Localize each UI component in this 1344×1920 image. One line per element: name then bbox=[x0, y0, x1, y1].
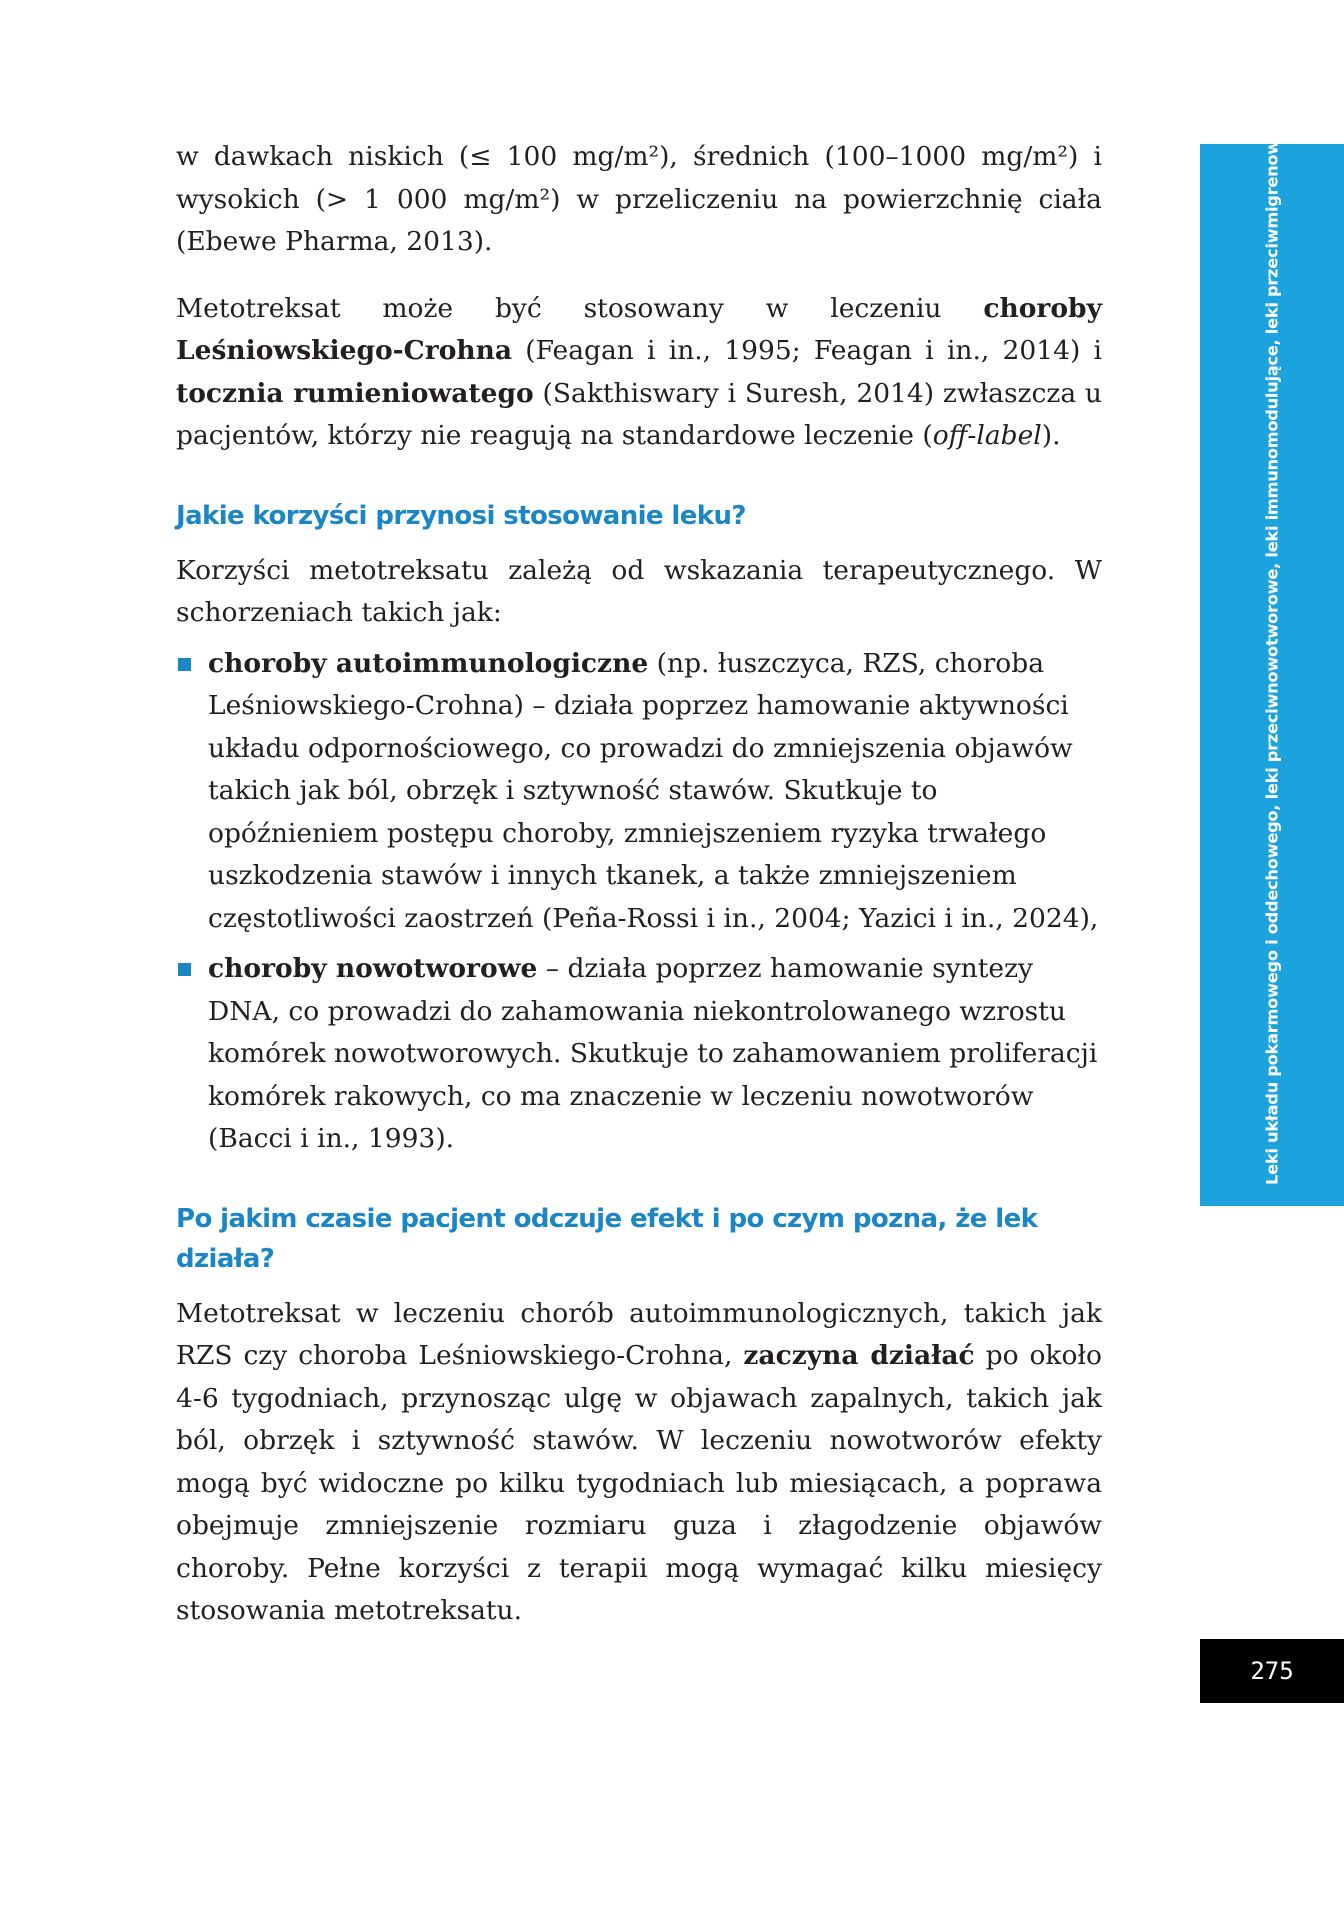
paragraph-indications bbox=[176, 288, 1102, 458]
section-heading-benefits: Jakie korzyści przynosi stosowanie leku? bbox=[176, 500, 746, 531]
bold-term-lupus: tocznia rumieniowatego bbox=[176, 377, 534, 409]
square-bullet-icon bbox=[178, 963, 191, 976]
list-item bbox=[176, 643, 1102, 941]
chapter-side-label: Leki układu pokarmowego i oddechowego, leki przeciwnowotworowe, leki immunomodulujące, leki przeciwmigrenowe bbox=[1262, 129, 1282, 1185]
chapter-side-tab bbox=[1200, 129, 1344, 1206]
text-run: po około 4-6 tygodniach, przynosząc ulgę w objawach zapalnych, takich jak ból, obrzęk i sztywność stawów. W leczeniu nowotworów efekty mogą być widoczne po kilku tygodniach lub miesiącach, a poprawa obejmuje zmniejszenie rozmiaru guza i złagodzenie objawów choroby. Pełne korzyści z terapii mogą wymagać kilku miesięcy stosowania metotreksatu. bbox=[176, 1340, 1102, 1626]
section-heading-effect-time: Po jakim czasie pacjent odczuje efekt i po czym pozna, że lek działa? bbox=[176, 1203, 1038, 1274]
text-run: Metotreksat w leczeniu chorób autoimmunologicznych, takich jak RZS czy choroba Leśniowskiego-Crohna, bbox=[176, 1297, 1102, 1371]
text-run: (Feagan i in., 1995; Feagan i in., 2014) i bbox=[512, 335, 1102, 366]
benefits-list bbox=[176, 643, 1102, 1161]
paragraph-effect-time bbox=[176, 1293, 1102, 1633]
paragraph-dosage: w dawkach niskich (≤ 100 mg/m²), średnich (100–1000 mg/m²) i wysokich (> 1 000 mg/m²) w przeliczeniu na powierzchnię ciała (Ebewe Pharma, 2013). bbox=[176, 141, 1102, 257]
list-item-text: – działa poprzez hamowanie syntezy DNA, co prowadzi do zahamowania niekontrolowanego wzrostu komórek nowotworowych. Skutkuje to zahamowaniem proliferacji komórek rakowych, co ma znaczenie w leczeniu nowotworów (Bacci i in., 1993). bbox=[208, 953, 1098, 1154]
text-run: (Sakthiswary i Suresh, 2014) zwłaszcza u pacjentów, którzy nie reagują na standardowe leczenie ( bbox=[176, 377, 1102, 451]
page-number: 275 bbox=[1250, 1657, 1294, 1685]
list-item-bold: choroby nowotworowe bbox=[208, 953, 538, 984]
text-run: ). bbox=[1041, 420, 1061, 451]
list-item-bold: choroby autoimmunologiczne bbox=[208, 647, 649, 679]
bold-term-crohn: choroby Leśniowskiego-Crohna bbox=[176, 292, 1102, 366]
square-bullet-icon bbox=[178, 658, 191, 671]
bold-term-starts-working: zaczyna działać bbox=[743, 1340, 975, 1371]
list-item-text: (np. łuszczyca, RZS, choroba Leśniowskiego-Crohna) – działa poprzez hamowanie aktywności układu odpornościowego, co prowadzi do zmniejszenia objawów takich jak ból, obrzęk i sztywność stawów. Skutkuje to opóźnieniem postępu choroby, zmniejszeniem ryzyka trwałego uszkodzenia stawów i innych tkanek, a także zmniejszeniem częstotliwości zaostrzeń (Peña-Rossi i in., 2004; Yazici i in., 2024), bbox=[208, 647, 1099, 934]
page-number-box bbox=[1200, 1639, 1344, 1703]
italic-off-label: off-label bbox=[932, 420, 1042, 451]
paragraph-benefits-intro: Korzyści metotreksatu zależą od wskazania terapeutycznego. W schorzeniach takich jak: bbox=[176, 554, 1102, 628]
page-content bbox=[176, 136, 1102, 1633]
list-item bbox=[176, 948, 1102, 1161]
text-run: Metotreksat może być stosowany w leczeniu bbox=[176, 292, 984, 324]
